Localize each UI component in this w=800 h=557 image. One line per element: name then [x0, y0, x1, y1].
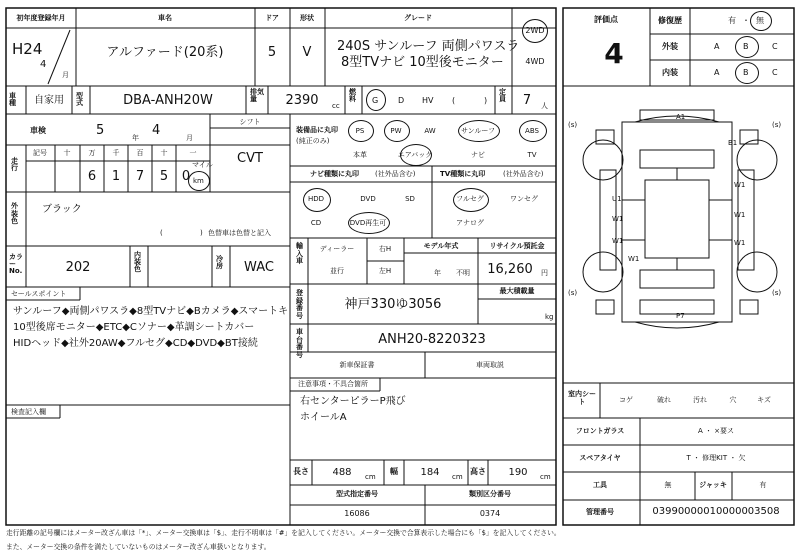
type-number-value: 16086	[344, 509, 370, 518]
exterior-b-circle	[735, 36, 759, 58]
repair-no-circle	[750, 11, 772, 31]
seat-scratch: キズ	[757, 396, 771, 404]
mileage-mile: マイル	[192, 161, 213, 169]
model-header: 型式	[76, 92, 83, 107]
inspection-month: 4	[152, 123, 161, 138]
inspection-header: 車検	[30, 126, 46, 135]
repair-sep: ・	[742, 16, 750, 25]
fuel-hv: HV	[422, 96, 434, 105]
ac-header: 冷房	[216, 255, 223, 270]
shape-header: 形状	[300, 14, 314, 22]
grade-line1: 240S サンルーフ 両側パワスラ	[337, 39, 520, 54]
diagram-w1-right-3: W1	[734, 239, 746, 247]
mileage-unit-1: 十	[63, 149, 71, 157]
capacity-unit: 人	[541, 102, 548, 110]
height-value: 190	[508, 467, 528, 478]
recycle-header: リサイクル預託金	[489, 242, 545, 250]
score-header: 評価点	[594, 15, 618, 24]
equip-ps-circle	[348, 120, 374, 142]
chassis-header: 車台番号	[296, 328, 303, 360]
jack-value: 有	[759, 481, 767, 489]
exterior-header: 外装	[662, 42, 678, 51]
sales-line-2: 10型後席モニター◆ETC◆Cソナー◆革調シートカバー	[13, 322, 255, 333]
length-header: 長さ	[293, 467, 309, 476]
shape-value: V	[302, 45, 312, 60]
equip-leather: 本革	[353, 151, 367, 159]
registration-value: 神戸330ゆ3056	[344, 297, 442, 312]
colorno-value: 202	[65, 260, 91, 275]
mileage-digit-5: 0	[181, 169, 191, 184]
drive-4wd: 4WD	[525, 57, 545, 66]
interior-color-header: 内装色	[134, 251, 141, 273]
displacement-header: 排気量	[250, 88, 264, 103]
interior-header: 内装	[662, 68, 678, 77]
tv-analog: アナログ	[456, 219, 484, 227]
colorno-header: カラーNo.	[9, 253, 23, 275]
usage-header: 車種	[9, 92, 16, 107]
capacity-value: 7	[522, 93, 532, 108]
type-number-header: 型式指定番号	[336, 490, 378, 498]
drive-2wd: 2WD	[525, 26, 545, 35]
door-header: ドア	[265, 14, 279, 22]
equip-airbag: エアバック	[397, 151, 433, 159]
tv-fullseg: フルセグ	[456, 195, 484, 203]
height-header: 高さ	[470, 467, 486, 476]
mileage-unit-2: 万	[88, 149, 96, 157]
jack-header: ジャッキ	[699, 481, 727, 489]
fuel-paren-open: (	[452, 96, 456, 105]
mileage-header: 走行	[11, 157, 18, 172]
notes-line-2: ホイールA	[300, 412, 347, 423]
handle-left: 左H	[378, 267, 392, 275]
seat-burn: コゲ	[619, 396, 633, 404]
class-number-value: 0374	[479, 509, 501, 518]
inspection-month-unit: 月	[186, 134, 193, 142]
interior-c: C	[772, 68, 778, 77]
shift-header: シフト	[239, 118, 261, 126]
diagram-w1-left-2: W1	[612, 237, 624, 245]
seat-stain: 汚れ	[693, 396, 707, 404]
exterior-a: A	[714, 42, 720, 51]
equip-pw-circle	[384, 120, 410, 142]
repair-header: 修復歴	[658, 16, 682, 25]
import-parallel: 並行	[330, 267, 344, 275]
recycle-unit: 円	[541, 269, 548, 277]
mileage-unit-5: 十	[160, 149, 168, 157]
diagram-w1-right-2: W1	[734, 211, 746, 219]
color-paren-open: (	[160, 229, 163, 237]
footer-line-2: また、メーター交換の条件を満たしていないものはメーター改ざん車扱いとなります。	[6, 543, 271, 551]
color-value: ブラック	[42, 204, 82, 215]
diagram-a1: A1	[676, 113, 686, 121]
windshield-value: A ・ ×要ス	[697, 427, 735, 435]
width-value: 184	[420, 467, 440, 478]
diagram-u1: U1	[612, 195, 622, 203]
navi-dvd-play: DVD再生可	[349, 219, 387, 227]
recycle-value: 16,260	[487, 262, 533, 277]
year-header: 初年度登録年月	[16, 14, 66, 22]
equip-airbag-circle	[397, 144, 433, 166]
height-unit: cm	[540, 473, 551, 481]
fuel-paren-close: )	[484, 96, 488, 105]
equip-sunroof-circle	[458, 120, 500, 142]
diagram-b1: B1	[728, 139, 738, 147]
color-header: 外装色	[11, 202, 18, 226]
year-month-unit: 月	[62, 71, 69, 79]
length-value: 488	[332, 467, 352, 478]
manage-value: 03990000010000003508	[652, 506, 780, 517]
registration-header: 登録番号	[296, 289, 303, 321]
import-dealer: ディーラー	[319, 245, 355, 253]
interior-a: A	[714, 68, 720, 77]
equip-abs-circle	[519, 120, 547, 142]
diagram-s-2: (s)	[772, 121, 782, 129]
grade-header: グレード	[404, 14, 432, 22]
import-header: 輸入車	[296, 242, 303, 266]
car-name-header: 車名	[158, 14, 172, 22]
class-number-header: 類別区分番号	[469, 490, 511, 498]
inspection-year: 5	[96, 123, 105, 138]
mileage-label: 記号	[33, 149, 47, 157]
repair-no: 無	[756, 16, 764, 25]
tools-header: 工具	[593, 481, 607, 489]
spare-value: T ・ 修理KIT ・ 欠	[686, 454, 746, 462]
year-month: 4	[40, 59, 47, 70]
equipment-sub: (純正のみ)	[296, 137, 330, 145]
fuel-g: G	[372, 96, 379, 105]
color-note: 色替車は色替と記入	[208, 229, 271, 237]
model-year-unknown: 不明	[456, 269, 470, 277]
length-unit: cm	[365, 473, 376, 481]
navi-dvd-play-circle	[348, 212, 390, 234]
sales-line-1: サンルーフ◆両側パワスラ◆8型TVナビ◆Bカメラ◆スマートキ	[13, 306, 289, 317]
mileage-digit-3: 7	[135, 169, 145, 184]
model-year-unit: 年	[434, 269, 441, 277]
mileage-unit-4: 百	[136, 149, 144, 157]
equip-sunroof: サンルーフ	[460, 127, 496, 135]
mileage-unit-3: 千	[112, 149, 120, 157]
equip-aw: AW	[424, 127, 436, 135]
fuel-header: 燃料	[349, 88, 356, 103]
fuel-g-circle	[366, 89, 386, 111]
sales-line-3: HIDヘッド◆社外20AW◆フルセグ◆CD◆DVD◆BT接続	[13, 338, 258, 349]
width-header: 幅	[390, 467, 398, 476]
car-name: アルファード(20系)	[106, 45, 224, 60]
seat-tear: 破れ	[657, 396, 671, 404]
grade-line2: 8型TVナビ 10型後モニター	[341, 55, 504, 70]
inspector-header: 検査記入欄	[11, 408, 46, 416]
equip-abs: ABS	[525, 127, 539, 135]
tools-value: 無	[664, 481, 672, 489]
navi-sub: (社外品含む)	[375, 170, 416, 178]
manage-header: 管理番号	[586, 508, 614, 516]
notes-line-1: 右センターピラーP飛び	[300, 396, 406, 407]
displacement-value: 2390	[285, 93, 319, 108]
interior-seat-header: 室内シート	[568, 390, 596, 407]
equip-pw: PW	[390, 127, 402, 135]
mileage-km-circle	[188, 171, 210, 191]
navi-sd: SD	[405, 195, 415, 203]
mileage-digit-4: 5	[159, 169, 169, 184]
year-era: H24	[12, 40, 43, 58]
equip-navi: ナビ	[471, 151, 485, 159]
tv-fullseg-circle	[453, 188, 489, 212]
door-value: 5	[267, 45, 277, 60]
width-unit: cm	[452, 473, 463, 481]
navi-hdd-circle	[303, 188, 331, 212]
navi-header: ナビ種類に丸印	[310, 170, 359, 178]
seat-hole: 穴	[729, 396, 737, 404]
score-value: 4	[604, 37, 624, 70]
diagram-w1-left-3: W1	[628, 255, 640, 263]
sales-header: セールスポイント	[11, 290, 67, 298]
handle-right: 右H	[378, 245, 392, 253]
interior-b-circle	[735, 62, 759, 84]
tv-oneseg: ワンセグ	[510, 195, 538, 203]
navi-hdd: HDD	[307, 195, 325, 203]
drive-2wd-circle	[522, 19, 548, 43]
navi-dvd: DVD	[360, 195, 376, 203]
car-manual: 車両取説	[476, 361, 504, 369]
mileage-unit-6: 一	[189, 149, 197, 157]
tv-sub: (社外品含む)	[503, 170, 544, 178]
footer-line-1: 走行距離の記号欄にはメーター改ざん車は「*」、メーター交換車は「$」、走行不明車は「#」を記入してください。メーター交換で合算表示した場合にも「$」を記入してください。	[6, 529, 561, 537]
diagram-s-4: (s)	[772, 289, 782, 297]
notes-header: 注意事項・不具合箇所	[298, 380, 368, 388]
diagram-w1-right-1: W1	[734, 181, 746, 189]
interior-b: B	[743, 68, 749, 77]
shift-value: CVT	[237, 151, 263, 166]
capacity-header: 定員	[499, 88, 506, 103]
diagram-s-1: (s)	[568, 121, 578, 129]
navi-cd: CD	[310, 219, 322, 227]
fuel-d: D	[398, 96, 405, 105]
chassis-value: ANH20-8220323	[378, 332, 486, 347]
equip-ps: PS	[355, 127, 365, 135]
diagram-s-3: (s)	[568, 289, 578, 297]
exterior-c: C	[772, 42, 778, 51]
max-load-header: 最大積載量	[499, 287, 535, 295]
tv-header: TV種類に丸印	[440, 170, 486, 178]
new-car-warranty: 新車保証書	[339, 361, 375, 369]
max-load-unit: kg	[545, 313, 554, 321]
diagram-w1-left-1: W1	[612, 215, 624, 223]
color-paren-close: )	[200, 229, 203, 237]
spare-header: スペアタイヤ	[579, 454, 621, 462]
usage-value: 自家用	[34, 95, 64, 106]
mileage-km: km	[193, 177, 204, 185]
model-year-header: モデル年式	[423, 242, 459, 250]
exterior-b: B	[743, 42, 749, 51]
ac-value: WAC	[244, 260, 274, 275]
model-value: DBA-ANH20W	[123, 93, 213, 108]
equipment-header: 装備品に丸印	[296, 126, 338, 134]
displacement-unit: cc	[332, 102, 340, 110]
repair-yes: 有	[728, 16, 736, 25]
equip-tv: TV	[527, 151, 537, 159]
windshield-header: フロントガラス	[575, 427, 625, 435]
mileage-digit-1: 6	[87, 169, 97, 184]
inspection-year-unit: 年	[132, 134, 139, 142]
diagram-p7: P7	[676, 312, 685, 320]
mileage-digit-2: 1	[111, 169, 121, 184]
